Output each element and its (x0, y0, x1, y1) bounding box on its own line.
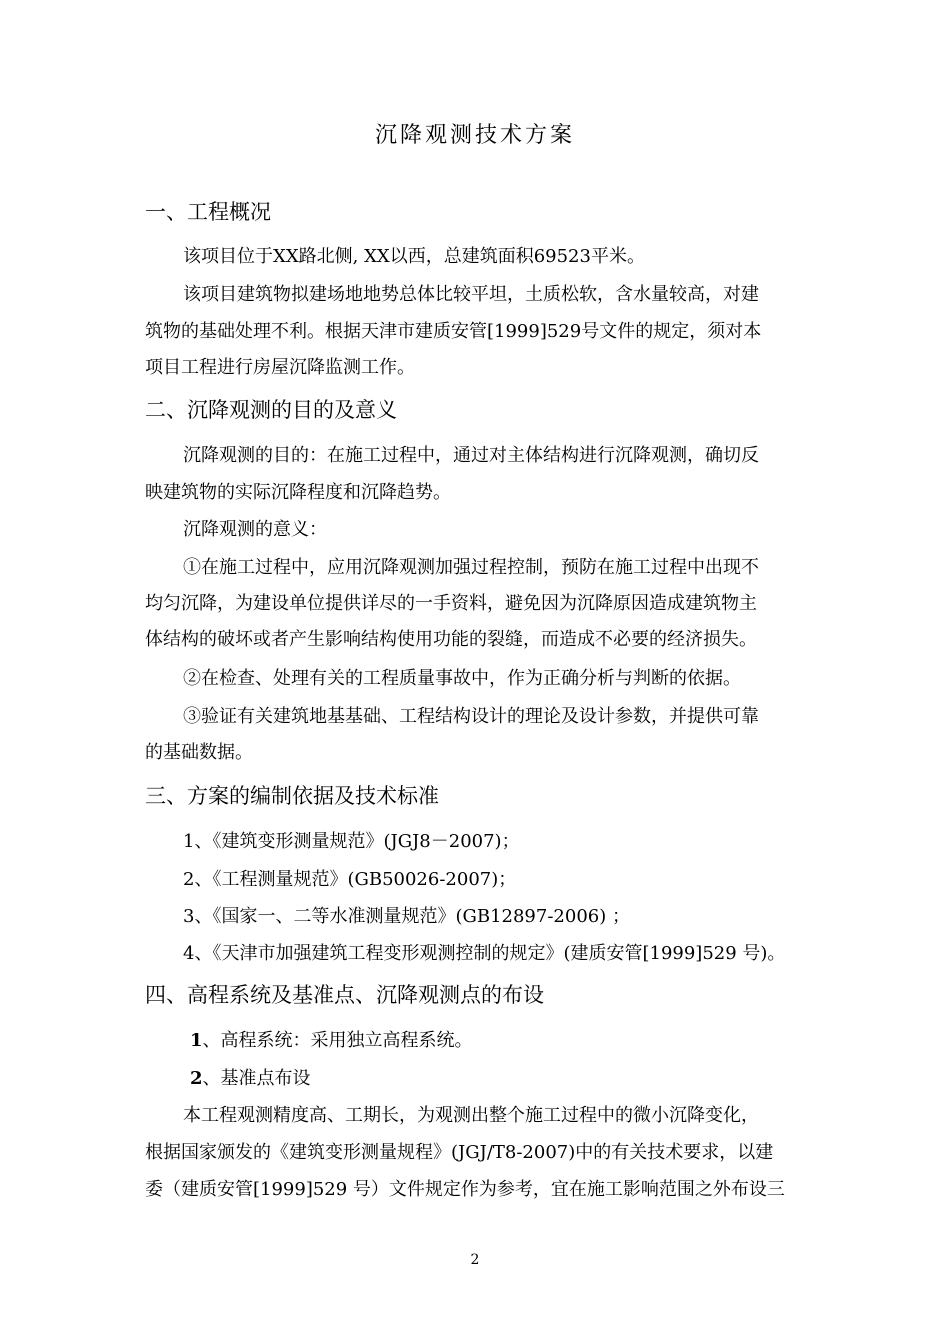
section-1-paragraph-2-line-2: 筑物的基础处理不利。根据天津市建质安管[1999]529号文件的规定，须对本 (145, 321, 762, 342)
section-2-paragraph-1-line-1: 沉降观测的目的：在施工过程中，通过对主体结构进行沉降观测，确切反 (183, 445, 759, 466)
section-4-heading: 四、高程系统及基准点、沉降观测点的布设 (145, 983, 544, 1007)
section-2-paragraph-3-line-2: 均匀沉降，为建设单位提供详尽的一手资料，避免因为沉降原因造成建筑物主 (145, 593, 757, 614)
standard-item: 2、《工程测量规范》(GB50026-2007)； (183, 869, 517, 890)
section-4-paragraph-1-line-3: 委（建质安管[1999]529 号）文件规定作为参考，宜在施工影响范围之外布设三 (145, 1179, 785, 1200)
subsection-2-text: 、基准点布设 (202, 1068, 311, 1089)
subsection-1 (190, 1027, 473, 1055)
subsection-2 (190, 1065, 311, 1093)
section-2-paragraph-1-line-2: 映建筑物的实际沉降程度和沉降趋势。 (145, 482, 451, 503)
section-2-heading: 二、沉降观测的目的及意义 (145, 398, 397, 422)
section-1-paragraph-1: 该项目位于XX路北侧, XX以西，总建筑面积69523平米。 (183, 246, 645, 267)
subsection-1-text: 、高程系统：采用独立高程系统。 (202, 1030, 473, 1051)
section-2-paragraph-3-line-1: ①在施工过程中，应用沉降观测加强过程控制，预防在施工过程中出现不 (183, 557, 759, 578)
section-2-paragraph-5-line-1: ③验证有关建筑地基基础、工程结构设计的理论及设计参数，并提供可靠 (183, 706, 759, 727)
section-4-paragraph-1-line-1: 本工程观测精度高、工期长，为观测出整个施工过程中的微小沉降变化， (183, 1105, 759, 1126)
standard-item: 3、《国家一、二等水准测量规范》(GB12897-2006) ； (183, 906, 630, 927)
page-number: 2 (470, 1252, 480, 1268)
section-2-paragraph-3-line-3: 体结构的破坏或者产生影响结构使用功能的裂缝，而造成不必要的经济损失。 (145, 629, 757, 650)
section-2-paragraph-2: 沉降观测的意义： (183, 519, 327, 540)
section-4-paragraph-1-line-2: 根据国家颁发的《建筑变形测量规程》(JGJ/T8-2007)中的有关技术要求，以建 (145, 1142, 774, 1163)
section-1-heading: 一、工程概况 (145, 200, 271, 224)
subsection-1-number: 1 (190, 1030, 203, 1051)
subsection-2-number: 2 (190, 1068, 203, 1089)
section-1-paragraph-2-line-1: 该项目建筑物拟建场地地势总体比较平坦，土质松软，含水量较高，对建 (183, 284, 759, 305)
standard-item: 1、《建筑变形测量规范》(JGJ8－2007)； (183, 831, 520, 852)
section-1-paragraph-2-line-3: 项目工程进行房屋沉降监测工作。 (145, 357, 415, 378)
document-title: 沉降观测技术方案 (374, 123, 575, 148)
section-2-paragraph-4: ②在检查、处理有关的工程质量事故中，作为正确分析与判断的依据。 (183, 668, 741, 689)
standard-item: 4、《天津市加强建筑工程变形观测控制的规定》(建质安管[1999]529 号)。 (183, 943, 786, 964)
section-3-heading: 三、方案的编制依据及技术标准 (145, 784, 439, 808)
section-2-paragraph-5-line-2: 的基础数据。 (145, 742, 253, 763)
